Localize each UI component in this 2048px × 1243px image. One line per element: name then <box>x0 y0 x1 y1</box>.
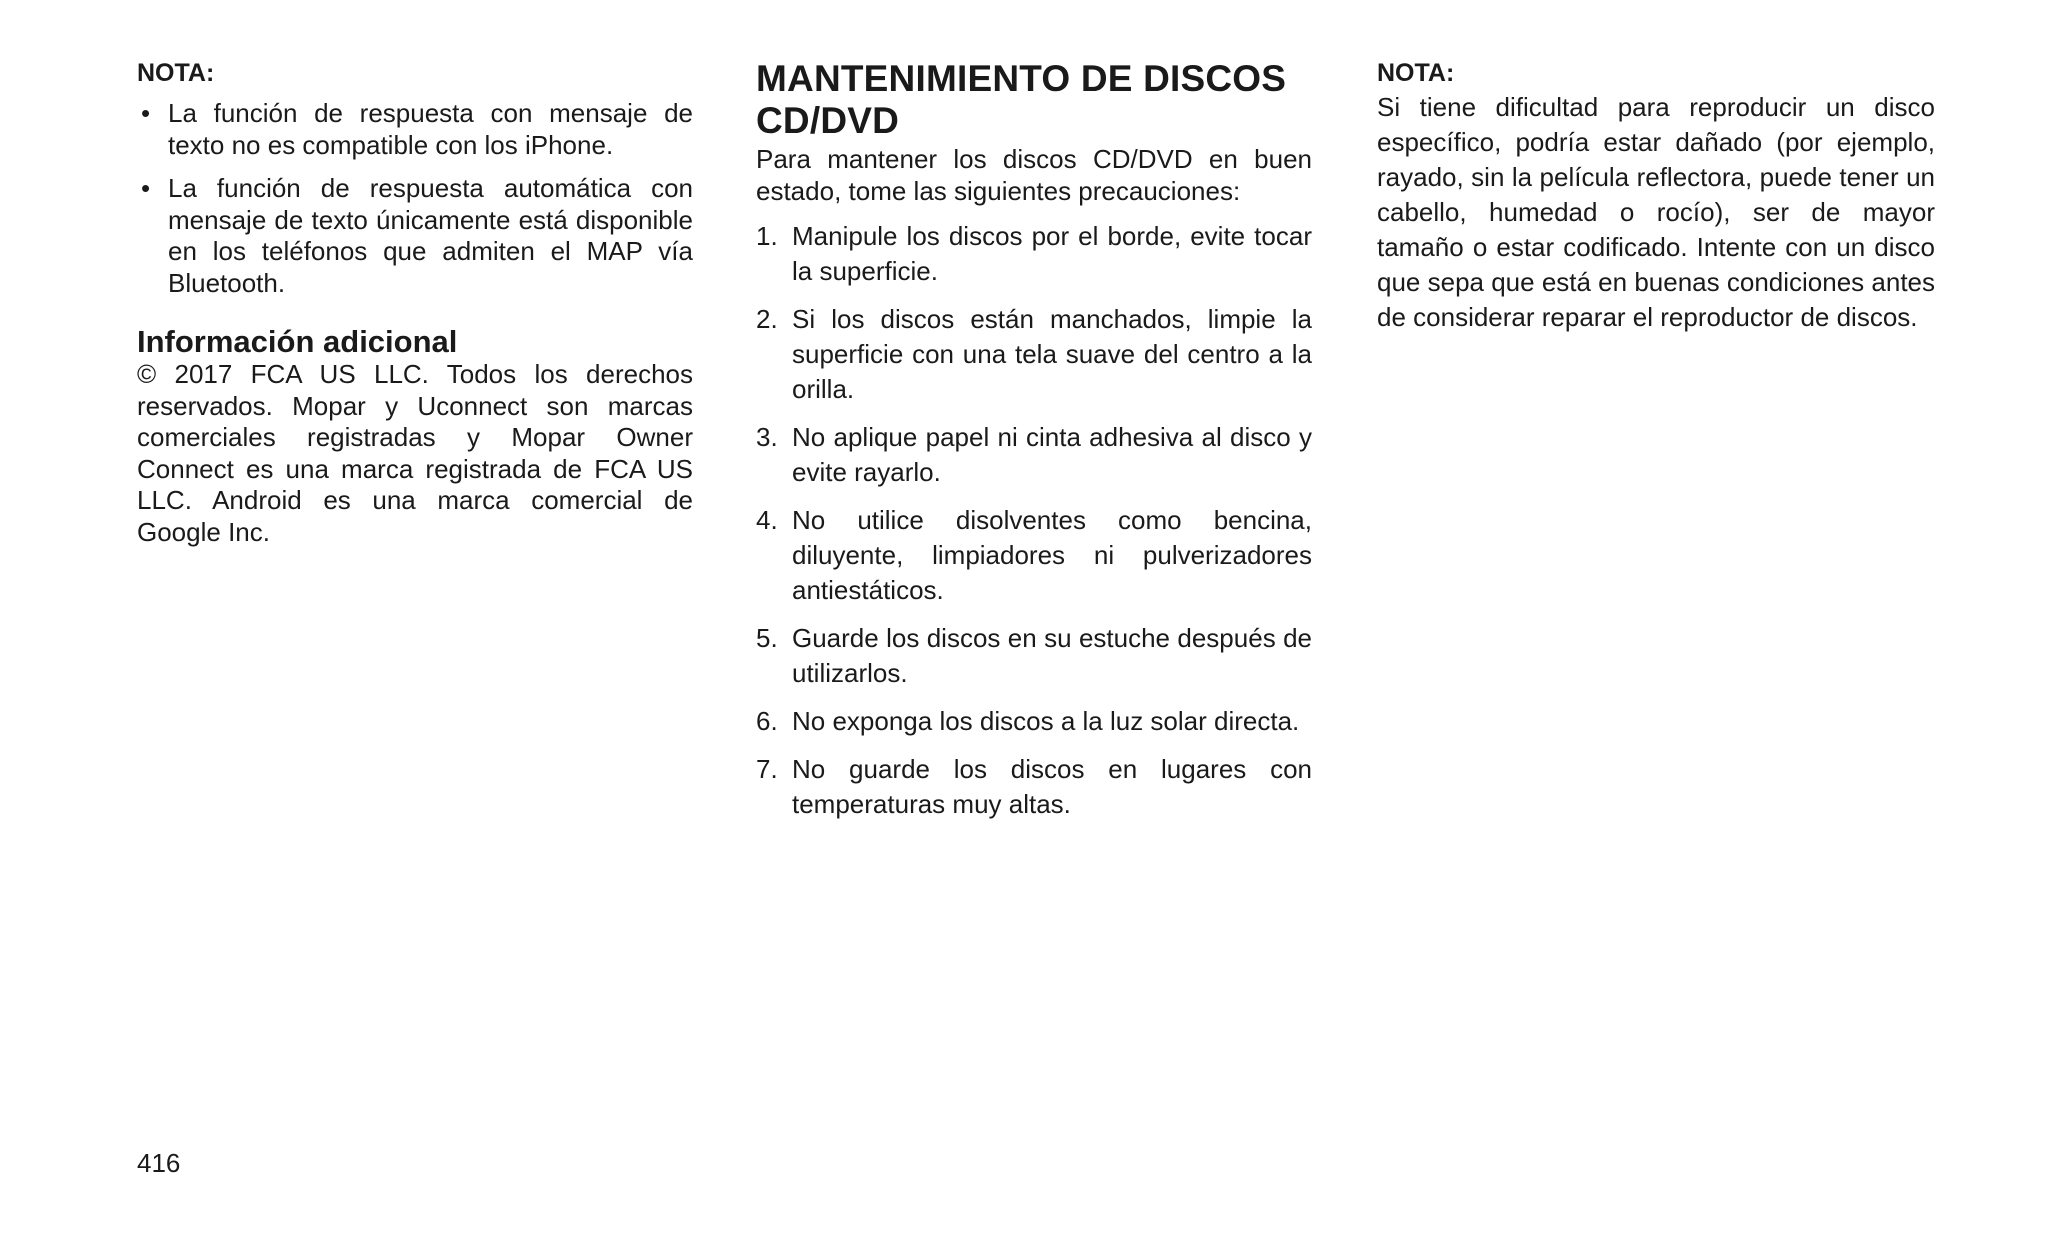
right-column <box>1377 58 1935 335</box>
item-text: No guarde los discos en lugares con temperaturas muy altas. <box>792 754 1312 819</box>
note-bullet-item <box>137 98 693 161</box>
precaution-item <box>756 219 1312 289</box>
note-bullet-text: La función de respuesta con mensaje de texto no es compatible con los iPhone. <box>168 98 693 160</box>
item-text: No aplique papel ni cinta adhesiva al disco y evite rayarlo. <box>792 422 1312 487</box>
middle-column <box>756 58 1312 835</box>
note-bullet-text: La función de respuesta automática con mensaje de texto únicamente está disponible en los teléfonos que admiten el MAP vía Bluetooth. <box>168 173 693 298</box>
precaution-item <box>756 420 1312 490</box>
section-heading <box>756 58 1312 142</box>
item-text: No utilice disolventes como bencina, diluyente, limpiadores ni pulverizadores antiestáticos. <box>792 505 1312 605</box>
note-bullet-list <box>137 98 693 299</box>
note-bullet-item <box>137 173 693 299</box>
precaution-item <box>756 302 1312 407</box>
item-number: 6. <box>756 706 778 736</box>
precaution-item <box>756 752 1312 822</box>
note-label: NOTA: <box>1377 59 1455 87</box>
left-column <box>137 58 693 548</box>
item-number: 2. <box>756 304 778 334</box>
item-number: 7. <box>756 754 778 784</box>
precaution-item <box>756 704 1312 739</box>
bullet-icon: • <box>141 98 151 128</box>
note-paragraph: Si tiene dificultad para reproducir un disco específico, podría estar dañado (por ejemplo, rayado, sin la película reflectora, puede tener un cabello, humedad o rocío), ser de mayor tamaño o estar codificado. Intente con un disco que sepa que está en buenas condiciones antes de considerar reparar el reproductor de discos. <box>1377 92 1935 332</box>
intro-paragraph: Para mantener los discos CD/DVD en buen estado, tome las siguientes precauciones: <box>756 144 1312 206</box>
item-text: No exponga los discos a la luz solar directa. <box>792 706 1300 736</box>
section-subheading: Información adicional <box>137 324 458 359</box>
item-number: 3. <box>756 422 778 452</box>
item-text: Si los discos están manchados, limpie la superficie con una tela suave del centro a la orilla. <box>792 304 1312 404</box>
precaution-item <box>756 621 1312 691</box>
page-number: 416 <box>137 1148 181 1178</box>
note-label: NOTA: <box>137 59 215 87</box>
precautions-list <box>756 219 1312 822</box>
section-heading-line: MANTENIMIENTO DE DISCOS <box>756 58 1287 99</box>
section-heading-line: CD/DVD <box>756 100 900 141</box>
item-number: 1. <box>756 221 778 251</box>
item-number: 5. <box>756 623 778 653</box>
item-text: Guarde los discos en su estuche después de utilizarlos. <box>792 623 1312 688</box>
item-number: 4. <box>756 505 778 535</box>
item-text: Manipule los discos por el borde, evite tocar la superficie. <box>792 221 1312 286</box>
bullet-icon: • <box>141 173 151 203</box>
precaution-item <box>756 503 1312 608</box>
copyright-paragraph: © 2017 FCA US LLC. Todos los derechos reservados. Mopar y Uconnect son marcas comerciales registradas y Mopar Owner Connect es una marca registrada de FCA US LLC. Android es una marca comercial de Google Inc. <box>137 359 693 547</box>
